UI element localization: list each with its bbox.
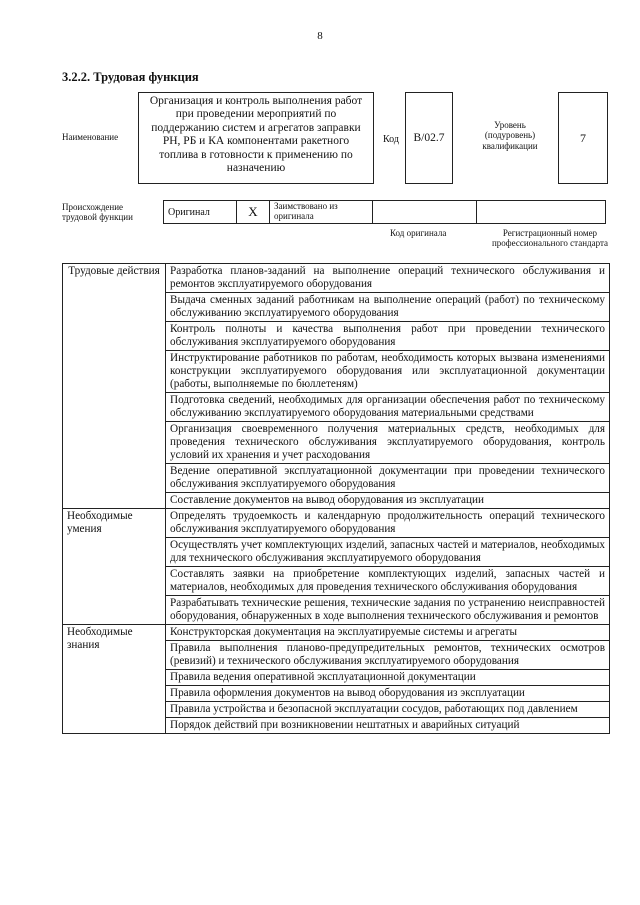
level-label: Уровень (подуровень) квалификации: [482, 120, 538, 151]
code-original-cell: [373, 201, 477, 224]
function-details-table: [62, 263, 610, 734]
level-box: [558, 92, 608, 184]
list-item: Разрабатывать технические решения, технические задания по устранению неисправностей оборудования, обнаруженных в ходе выполнения технического обслуживания и ремонтов: [166, 596, 610, 625]
original-mark: X: [237, 201, 270, 224]
list-item: Инструктирование работников по работам, необходимость которых вызвана изменениями конструкции эксплуатируемого оборудования или эксплуатационной документации (работы, выполняемые по бюллетеням): [166, 351, 610, 393]
code-value: B/02.7: [413, 132, 445, 144]
code-box: [405, 92, 453, 184]
code-original-label: Код оригинала: [390, 228, 447, 238]
section-title-cell: Необходимые умения: [63, 509, 166, 625]
borrowed-label: Заимствовано из оригинала: [270, 201, 373, 224]
section-title: 3.2.2. Трудовая функция: [62, 70, 199, 84]
list-item: Ведение оперативной эксплуатационной документации при проведении технического обслуживания эксплуатируемого оборудования: [166, 464, 610, 493]
original-label: Оригинал: [164, 201, 237, 224]
function-name: Организация и контроль выполнения работ при проведении мероприятий по поддержанию систем и агрегатов заправки РН, РБ и КА компонентами ракетного топлива в готовности к применению по назначению: [149, 95, 363, 175]
page-number: 8: [317, 30, 323, 42]
origin-label: Происхождение трудовой функции: [62, 202, 133, 223]
list-item: Подготовка сведений, необходимых для организации обеспечения работ по техническому обслуживанию эксплуатируемого оборудования материальными средствами: [166, 393, 610, 422]
reg-number-cell: [477, 201, 606, 224]
list-item: Составлять заявки на приобретение комплектующих изделий, запасных частей и материалов, необходимых для проведения технического обслуживания оборудования: [166, 567, 610, 596]
function-name-box: [138, 92, 374, 184]
table-row: [63, 264, 610, 293]
section-title-cell: Необходимые знания: [63, 625, 166, 734]
code-label: Код: [383, 134, 399, 145]
list-item: Правила устройства и безопасной эксплуатации сосудов, работающих под давлением: [166, 702, 610, 718]
list-item: Определять трудоемкость и календарную продолжительность операций технического обслуживания эксплуатируемого оборудования: [166, 509, 610, 538]
list-item: Правила оформления документов на вывод оборудования из эксплуатации: [166, 686, 610, 702]
table-row: [63, 509, 610, 538]
section-title-cell: Трудовые действия: [63, 264, 166, 509]
reg-number-label: Регистрационный номер профессионального стандарта: [491, 228, 609, 249]
list-item: Осуществлять учет комплектующих изделий, запасных частей и материалов, необходимых для технического обслуживания эксплуатируемого оборудования: [166, 538, 610, 567]
list-item: Контроль полноты и качества выполнения работ при проведении технического обслуживания эксплуатируемого оборудования: [166, 322, 610, 351]
table-row: [63, 625, 610, 641]
list-item: Выдача сменных заданий работникам на выполнение операций (работ) по техническому обслуживанию эксплуатируемого оборудования: [166, 293, 610, 322]
list-item: Составление документов на вывод оборудования из эксплуатации: [166, 493, 610, 509]
level-value: 7: [580, 130, 586, 145]
list-item: Организация своевременного получения материальных средств, необходимых для проведения технического обслуживания эксплуатируемого оборудования, контроль условий их хранения и учет расходования: [166, 422, 610, 464]
name-label: Наименование: [62, 132, 119, 142]
list-item: Правила выполнения планово-предупредительных ремонтов, технических осмотров (ревизий) и технического обслуживания эксплуатируемого оборудования: [166, 641, 610, 670]
list-item: Разработка планов-заданий на выполнение операций технического обслуживания и ремонтов эксплуатируемого оборудования: [166, 264, 610, 293]
list-item: Конструкторская документация на эксплуатируемые системы и агрегаты: [166, 625, 610, 641]
list-item: Порядок действий при возникновении нештатных и аварийных ситуаций: [166, 718, 610, 734]
origin-table: [163, 200, 606, 224]
list-item: Правила ведения оперативной эксплуатационной документации: [166, 670, 610, 686]
